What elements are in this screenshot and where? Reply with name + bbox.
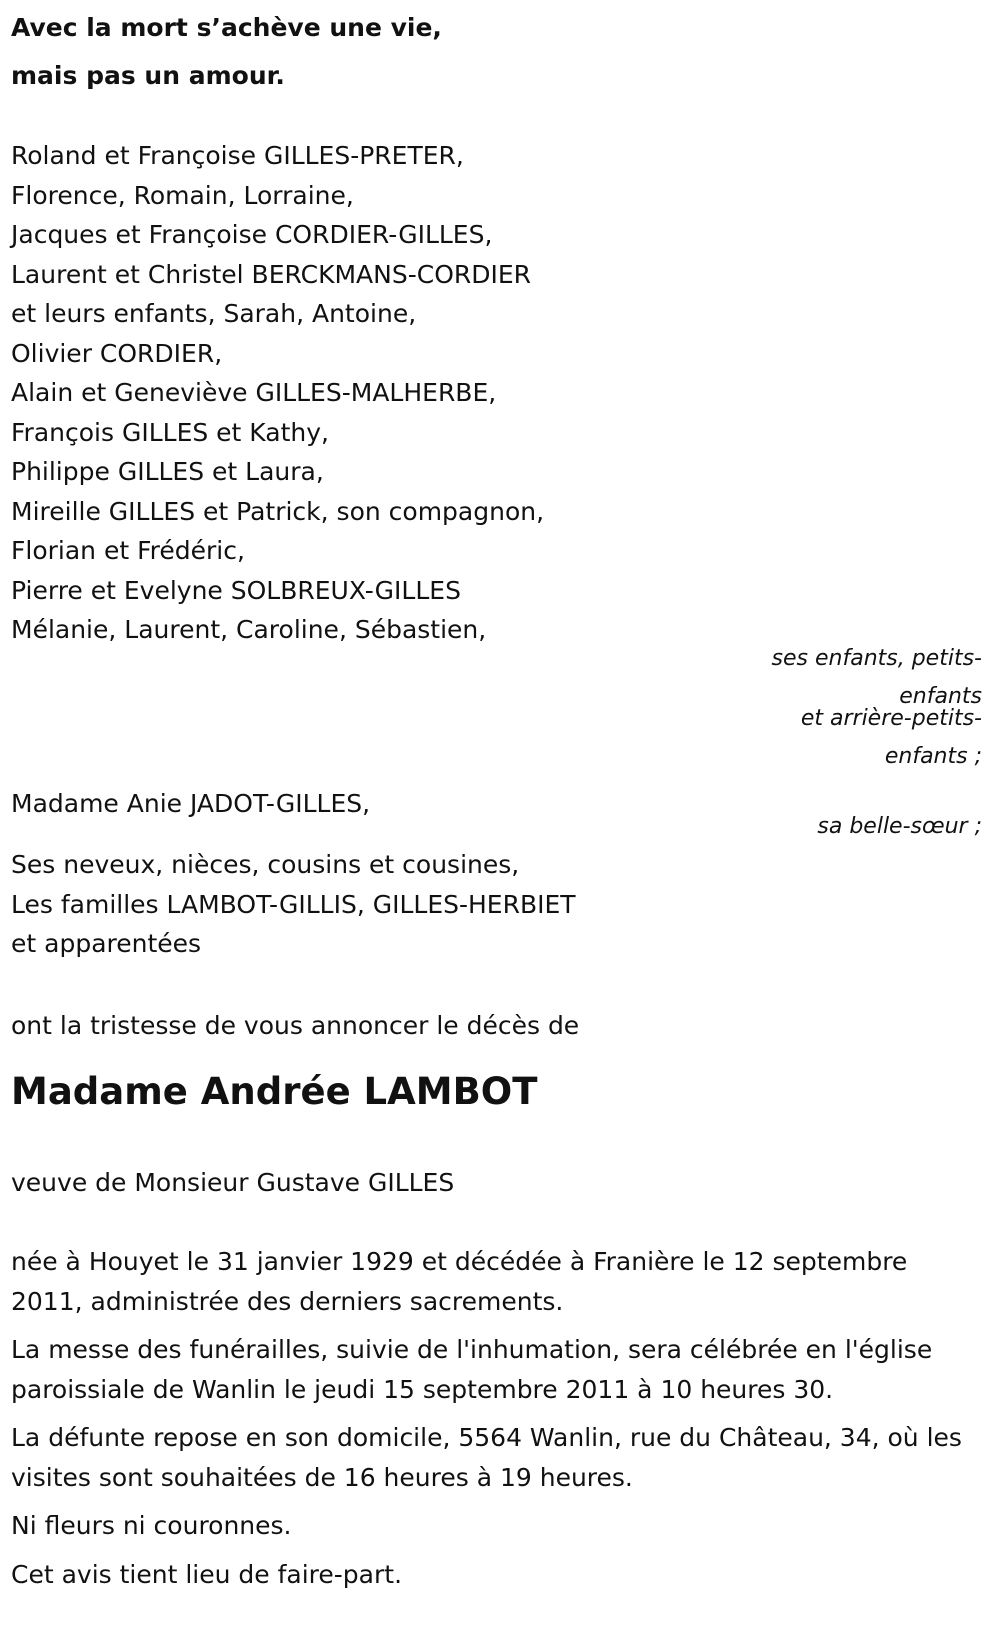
- family-line: Philippe GILLES et Laura,: [11, 457, 324, 486]
- extended-family-line: Les familles LAMBOT-GILLIS, GILLES-HERBIET: [11, 889, 576, 919]
- family-line: Mélanie, Laurent, Caroline, Sébastien,: [11, 615, 487, 644]
- relation-note-great-grandchildren: et arrière-petits-enfants ;: [800, 706, 982, 769]
- funeral-paragraph: La messe des funérailles, suivie de l'inhumation, sera célébrée en l'église paroissiale de Wanlin le jeudi 15 septembre 2011 à 10 heures 30.: [11, 1335, 933, 1404]
- sister-in-law-name: Madame Anie JADOT-GILLES,: [11, 789, 371, 818]
- visitation-paragraph: La défunte repose en son domicile, 5564 Wanlin, rue du Château, 34, où les visites sont souhaitées de 16 heures à 19 heures.: [11, 1423, 962, 1492]
- flowers-paragraph: Ni fleurs ni couronnes.: [11, 1511, 292, 1540]
- relation-note-sister-in-law: sa belle-sœur ;: [817, 814, 982, 839]
- family-line: Jacques et Françoise CORDIER-GILLES,: [11, 220, 493, 249]
- epigraph-line: Avec la mort s’achève une vie,: [11, 13, 442, 42]
- family-line: Florence, Romain, Lorraine,: [11, 180, 354, 210]
- extended-family-line: Ses neveux, nièces, cousins et cousines,: [11, 850, 520, 879]
- extended-family: [11, 845, 576, 964]
- family-line: François GILLES et Kathy,: [11, 417, 329, 447]
- family-line: et leurs enfants, Sarah, Antoine,: [11, 299, 417, 328]
- family-line: Laurent et Christel BERCKMANS-CORDIER: [11, 259, 532, 289]
- family-line: Florian et Frédéric,: [11, 536, 245, 565]
- extended-family-line: et apparentées: [11, 929, 202, 958]
- epigraph: [11, 4, 442, 100]
- family-line: Roland et Françoise GILLES-PRETER,: [11, 141, 464, 170]
- deceased-name: Madame Andrée LAMBOT: [11, 1070, 538, 1113]
- epigraph-line: mais pas un amour.: [11, 61, 285, 90]
- family-line: Pierre et Evelyne SOLBREUX-GILLES: [11, 575, 461, 605]
- family-line: Alain et Geneviève GILLES-MALHERBE,: [11, 378, 497, 407]
- announcement: ont la tristesse de vous annoncer le décès de: [11, 1011, 580, 1040]
- family-list: [11, 136, 544, 650]
- relation-note-children: ses enfants, petits-enfants: [771, 646, 982, 709]
- notice-paragraph: Cet avis tient lieu de faire-part.: [11, 1559, 403, 1589]
- family-line: Mireille GILLES et Patrick, son compagnon,: [11, 496, 545, 526]
- family-line: Olivier CORDIER,: [11, 338, 223, 368]
- widow-of: veuve de Monsieur Gustave GILLES: [11, 1168, 455, 1197]
- details: [11, 1242, 986, 1603]
- birth-death-paragraph: née à Houyet le 31 janvier 1929 et décédée à Franière le 12 septembre 2011, administrée des derniers sacrements.: [11, 1247, 908, 1316]
